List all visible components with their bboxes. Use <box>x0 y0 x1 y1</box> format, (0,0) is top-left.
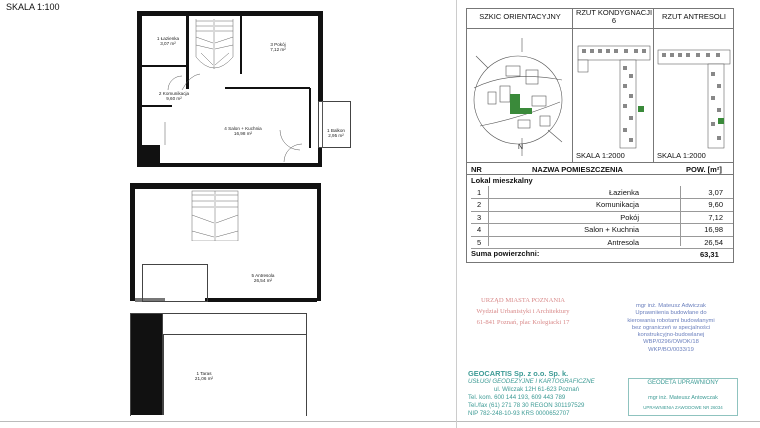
floor-location-sketch <box>576 44 652 150</box>
mezzanine-location-sketch <box>656 48 732 150</box>
table-row <box>471 211 733 224</box>
room-label-hall: 2 Komunikacja 9,60 m² <box>158 91 190 101</box>
floor-plan-mezzanine <box>0 180 455 420</box>
row-name: Łazienka <box>608 188 639 197</box>
header-sketch: SZKIC ORIENTACYJNY <box>479 12 561 21</box>
surveyor-stamp: GEODETA UPRAWNIONY mgr inż. Mateusz Antowczak UPRAWNIENIA ZAWODOWE NR 26034 <box>628 378 738 416</box>
row-name: Komunikacja <box>596 200 639 210</box>
header-floor: RZUT KONDYGNACJI 6 <box>575 8 653 25</box>
office-stamp: URZĄD MIASTA POZNANIA Wydział Urbanistyki i Architektury 61-841 Poznań, plac Kolegiacki 17 <box>476 297 570 326</box>
floor-plan-level-6 <box>0 0 455 180</box>
table-row <box>471 186 733 199</box>
mezzanine-void <box>142 264 208 302</box>
header-mezzanine: RZUT ANTRESOLI <box>661 12 727 21</box>
row-area: 16,98 <box>704 225 723 235</box>
row-nr: 3 <box>477 212 482 222</box>
room-label-mezzanine: 5 Antresola 26,54 m² <box>251 273 275 283</box>
row-nr: 4 <box>477 225 482 235</box>
row-area: 3,07 <box>708 188 723 197</box>
row-nr: 1 <box>477 188 482 197</box>
room-label-living-kitchen: 4 Salon + Kuchnia 16,98 m² <box>224 126 262 136</box>
row-area: 7,12 <box>708 212 723 222</box>
engineer-stamp: mgr inż. Mateusz Adwiczak Uprawniienia budowlane do kierowania robotami budowlanymi bez ograniczeń w specjalności konstrukcyjno-budowlanej WBP/0296/OWOK/18 WKP/BO/0033/19 <box>627 303 715 353</box>
total-label: Suma powierzchni: <box>471 249 540 258</box>
room-label-room: 3 Pokój 7,12 m² <box>270 42 286 52</box>
total-value: 63,31 <box>700 250 719 259</box>
row-area: 26,54 <box>704 237 723 247</box>
row-name: Antresola <box>607 237 639 247</box>
row-area: 9,60 <box>708 200 723 210</box>
col-area: POW. [m²] <box>686 165 722 174</box>
table-row <box>471 223 733 236</box>
vertical-rule <box>456 0 457 428</box>
mezzanine-staircase <box>190 189 240 241</box>
table-row <box>471 236 733 249</box>
scale-floor: SKALA 1:2000 <box>576 151 625 160</box>
row-name: Pokój <box>620 212 639 222</box>
scale-mezzanine: SKALA 1:2000 <box>657 151 706 160</box>
bottom-rule <box>0 421 760 422</box>
scale-label: SKALA 1:100 <box>6 2 60 12</box>
room-label-balcony: 1 Balkon 2,95 m² <box>327 128 345 138</box>
row-nr: 5 <box>477 237 482 247</box>
section-label: Lokal mieszkalny <box>471 176 533 185</box>
door-swings <box>160 60 310 170</box>
geocartis-stamp: GEOCARTIS Sp. z o.o. Sp. k. USŁUGI GEODEZYJNE I KARTOGRAFICZNE ul. Wilczak 12H 61-623 Poznań Tel. kom. 600 144 193, 609 443 789 Tel./fax (61) 271 78 30 REGON 301197529 NIP 782-248-10-93 KRS 0000652707 <box>468 369 595 417</box>
row-name: Salon + Kuchnia <box>584 225 639 235</box>
location-sketch <box>470 30 570 160</box>
room-label-bathroom: 1 Łazienka 3,07 m² <box>156 36 180 46</box>
room-label-terrace: 1 Taras 21,06 m² <box>194 371 214 381</box>
col-nr: NR <box>471 165 482 174</box>
col-name: NAZWA POMIESZCZENIA <box>532 165 623 174</box>
table-row <box>471 198 733 211</box>
row-nr: 2 <box>477 200 482 210</box>
north-label: N <box>518 144 524 151</box>
